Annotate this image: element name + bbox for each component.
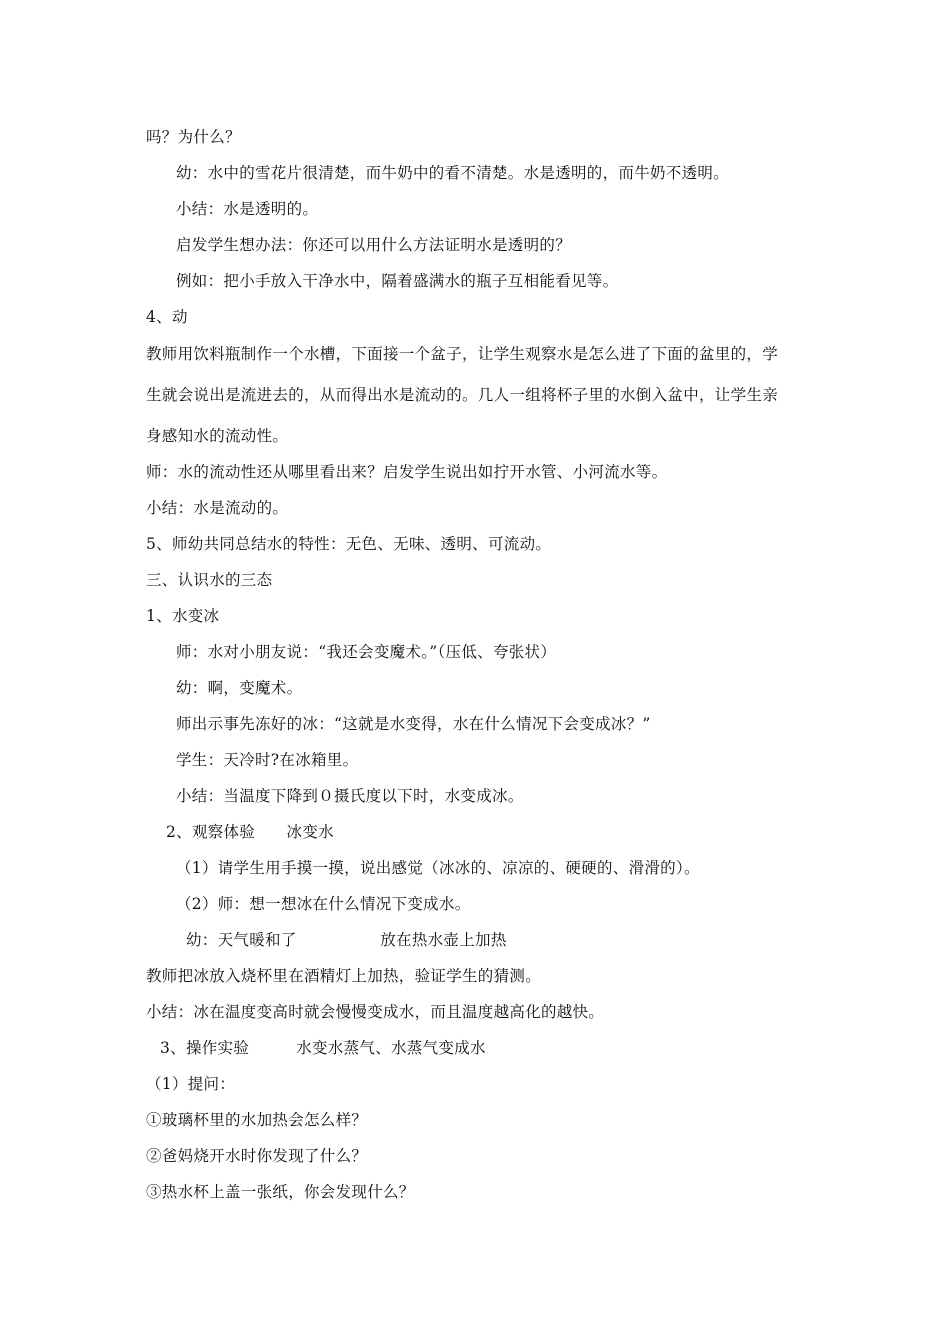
text-line: 小结：冰在温度变高时就会慢慢变成水，而且温度越高化的越快。: [146, 1003, 605, 1021]
text-line: 身感知水的流动性。: [146, 427, 289, 445]
list-item: ①玻璃杯里的水加热会怎么样？: [146, 1111, 368, 1129]
list-item: ②爸妈烧开水时你发现了什么？: [146, 1147, 368, 1165]
text-line: 小结：当温度下降到０摄氏度以下时，水变成冰。: [176, 787, 524, 805]
text-line: 学生：天冷时?在冰箱里。: [176, 751, 359, 769]
text-line: （2）师：想一想冰在什么情况下变成水。: [176, 895, 471, 913]
section-heading: 1、水变冰: [146, 607, 220, 625]
text-line: 师：水的流动性还从哪里看出来？启发学生说出如拧开水管、小河流水等。: [146, 463, 668, 481]
section-heading: 4、动: [146, 308, 188, 326]
text-line: （1）提问：: [146, 1075, 236, 1093]
text-line: 例如：把小手放入干净水中，隔着盛满水的瓶子互相能看见等。: [176, 272, 619, 290]
text-line: 5、师幼共同总结水的特性：无色、无味、透明、可流动。: [146, 535, 552, 553]
section-heading: 3、操作实验 水变水蒸气、水蒸气变成水: [160, 1039, 486, 1057]
text-line: 幼：天气暖和了 放在热水壶上加热: [186, 931, 507, 949]
section-heading: 三、认识水的三态: [146, 571, 273, 589]
list-item: ③热水杯上盖一张纸，你会发现什么？: [146, 1183, 415, 1201]
text-line: （1）请学生用手摸一摸，说出感觉（冰冰的、凉凉的、硬硬的、滑滑的）。: [176, 859, 700, 877]
text-line: 小结：水是流动的。: [146, 499, 289, 517]
text-line: 幼：水中的雪花片很清楚，而牛奶中的看不清楚。水是透明的，而牛奶不透明。: [176, 164, 730, 182]
text-line: 师：水对小朋友说：“我还会变魔术。”（压低、夸张状）: [176, 643, 557, 661]
text-line: 小结：水是透明的。: [176, 200, 319, 218]
text-line: 教师用饮料瓶制作一个水槽，下面接一个盆子，让学生观察水是怎么进了下面的盆里的，学: [146, 345, 779, 363]
text-line: 师出示事先冻好的冰：“这就是水变得，水在什么情况下会变成冰？”: [176, 715, 651, 733]
text-line: 生就会说出是流进去的，从而得出水是流动的。几人一组将杯子里的水倒入盆中，让学生亲: [146, 386, 779, 404]
text-line: 幼：啊，变魔术。: [176, 679, 303, 697]
text-line: 教师把冰放入烧杯里在酒精灯上加热，验证学生的猜测。: [146, 967, 542, 985]
text-line: 吗？为什么？: [146, 128, 241, 146]
text-line: 启发学生想办法：你还可以用什么方法证明水是透明的？: [176, 236, 572, 254]
section-heading: 2、观察体验 冰变水: [166, 823, 334, 841]
